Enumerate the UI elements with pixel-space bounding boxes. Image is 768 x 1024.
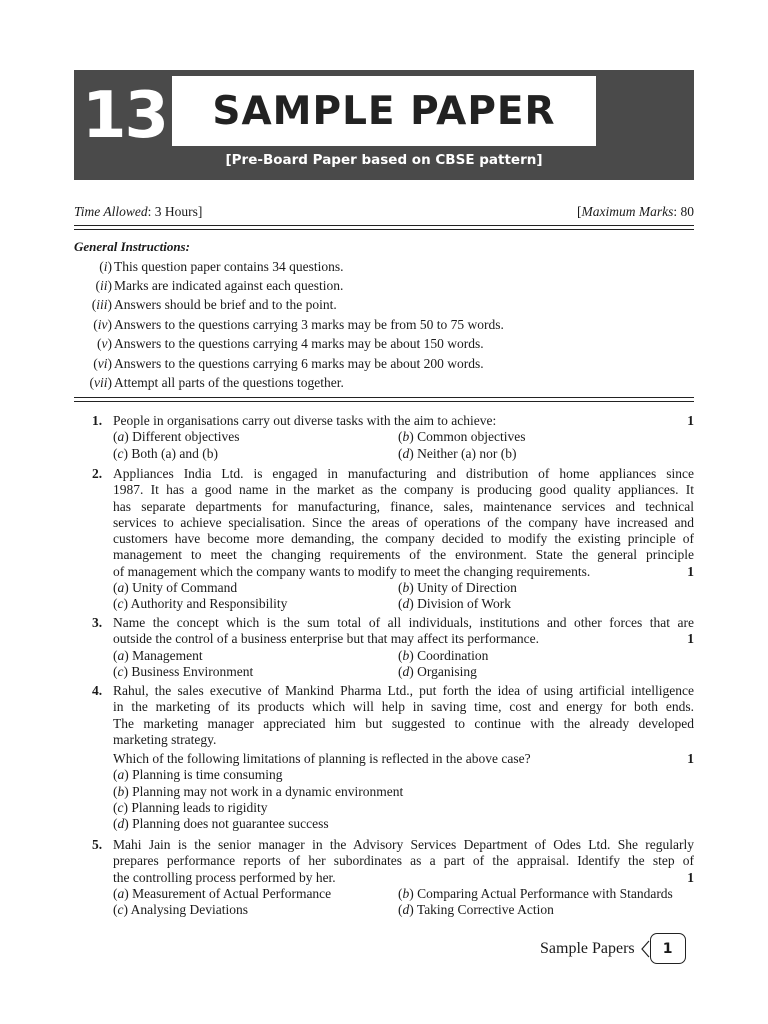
- max-marks: [577, 204, 694, 220]
- question-number: 3.: [92, 615, 103, 630]
- answer-option: (d) Organising: [398, 663, 477, 679]
- option-letter: b: [117, 783, 125, 799]
- option-letter: b: [402, 429, 410, 445]
- option-text: Different objectives: [132, 429, 240, 445]
- question-line: services to achieve specialisation. Since the areas of operations of the company have increased and: [113, 514, 694, 530]
- option-text: Authority and Responsibility: [130, 596, 288, 612]
- question: [74, 615, 694, 680]
- time-label: Time Allowed: [74, 204, 148, 219]
- title-box: [172, 76, 596, 146]
- meta-row: [74, 204, 694, 220]
- paper-number: 13: [82, 79, 168, 153]
- option-text: Unity of Command: [132, 580, 238, 596]
- option-text: Analysing Deviations: [130, 902, 249, 918]
- options-list: [113, 767, 694, 832]
- question-marks: 1: [687, 413, 694, 428]
- answer-option: (d) Planning does not guarantee success: [113, 816, 329, 832]
- question-line: customers have become more demanding, the company decided to modify the existing principle of: [113, 531, 694, 547]
- question-line: of management which the company wants to modify to meet the changing requirements.: [113, 563, 591, 579]
- question-body: [113, 683, 694, 767]
- option-letter: c: [117, 800, 124, 816]
- answer-option: (b) Coordination: [398, 647, 489, 663]
- option-letter: b: [402, 647, 410, 663]
- option-letter: d: [402, 445, 410, 461]
- footer-label: Sample Papers: [540, 939, 635, 957]
- option-text: Planning leads to rigidity: [131, 800, 268, 816]
- instruction-number: (iv): [93, 316, 112, 332]
- instruction-number: (i): [99, 258, 112, 274]
- instruction-text: Marks are indicated against each question.: [114, 278, 344, 294]
- instruction-item: [74, 354, 694, 373]
- question-line: Rahul, the sales executive of Mankind Pharma Ltd., put forth the idea of using artificial intelligence: [113, 683, 694, 698]
- question-body: [113, 466, 694, 580]
- option-text: Taking Corrective Action: [416, 902, 554, 918]
- answer-option: (c) Business Environment: [113, 663, 254, 679]
- question-line: the controlling process performed by her.: [113, 869, 336, 885]
- answer-option: (a) Different objectives: [113, 429, 240, 445]
- option-text: Business Environment: [131, 663, 254, 679]
- instruction-text: Answers to the questions carrying 3 marks may be from 50 to 75 words.: [114, 316, 504, 332]
- option-text: Measurement of Actual Performance: [132, 885, 332, 901]
- option-text: Planning is time consuming: [132, 767, 283, 783]
- option-letter: d: [402, 663, 410, 679]
- instruction-number: (vi): [93, 355, 112, 371]
- option-letter: c: [117, 663, 124, 679]
- instruction-number: (iii): [91, 297, 112, 313]
- page-footer: [540, 933, 686, 964]
- question-body: [113, 837, 694, 886]
- answer-option: (d) Neither (a) nor (b): [398, 445, 517, 461]
- paper-subtitle: [Pre-Board Paper based on CBSE pattern]: [225, 152, 543, 168]
- question-marks: 1: [687, 563, 694, 579]
- option-text: Division of Work: [417, 596, 512, 612]
- question: [74, 837, 694, 918]
- question-marks: 1: [687, 751, 694, 767]
- option-letter: b: [402, 885, 410, 901]
- question-line: outside the control of a business enterprise but that may affect its performance.: [113, 631, 539, 647]
- option-letter: d: [402, 596, 410, 612]
- answer-option: (b) Planning may not work in a dynamic environment: [113, 783, 404, 799]
- instruction-item: [74, 315, 694, 334]
- question-line: prepares performance reports of her subordinates as a part of the appraisal. Identify the step of: [113, 853, 694, 869]
- question-marks: 1: [687, 631, 694, 647]
- chevron-left-icon: [640, 939, 650, 959]
- page-number: 1: [650, 933, 686, 964]
- option-text: Organising: [417, 663, 477, 679]
- answer-option: (d) Division of Work: [398, 596, 512, 612]
- instruction-text: Attempt all parts of the questions together.: [114, 375, 344, 391]
- answer-option: (b) Unity of Direction: [398, 580, 517, 596]
- option-letter: a: [117, 767, 125, 783]
- answer-option: (c) Both (a) and (b): [113, 445, 218, 461]
- instruction-text: Answers to the questions carrying 4 marks may be about 150 words.: [114, 336, 484, 352]
- instruction-item: [74, 373, 694, 392]
- marks-prefix: [: [577, 204, 582, 219]
- instruction-number: (ii): [95, 278, 112, 294]
- instruction-number: (v): [97, 336, 112, 352]
- marks-value: : 80: [673, 204, 694, 219]
- question-line: People in organisations carry out diverse tasks with the aim to achieve:: [113, 413, 497, 428]
- question-marks: 1: [687, 869, 694, 885]
- instruction-text: Answers to the questions carrying 6 marks may be about 200 words.: [114, 355, 484, 371]
- option-text: Common objectives: [417, 429, 526, 445]
- option-letter: d: [117, 816, 125, 832]
- question-number: 2.: [92, 466, 103, 481]
- question: [74, 466, 694, 613]
- time-allowed: [74, 204, 202, 220]
- question-line: The marketing manager appreciated him but suggested to continue with the already developed: [113, 715, 694, 731]
- instruction-text: Answers should be brief and to the point.: [114, 297, 337, 313]
- option-letter: c: [117, 902, 124, 918]
- paper-title: SAMPLE PAPER: [212, 88, 556, 134]
- instruction-number: (vii): [89, 375, 112, 391]
- instruction-item: [74, 296, 694, 315]
- question-line: has separate departments for manufacturing, finance, sales, maintenance services and technical: [113, 498, 694, 514]
- question-line: 1987. It has a good name in the market as the company is producing good quality appliances. It: [113, 482, 694, 498]
- question-line: Appliances India Ltd. is engaged in manufacturing and distribution of home appliances since: [113, 466, 694, 481]
- option-text: Management: [132, 647, 203, 663]
- answer-option: (c) Analysing Deviations: [113, 902, 249, 918]
- divider-bottom: [74, 397, 694, 402]
- answer-option: (b) Common objectives: [398, 429, 526, 445]
- answer-option: (d) Taking Corrective Action: [398, 902, 554, 918]
- option-letter: c: [117, 596, 124, 612]
- answer-option: (c) Planning leads to rigidity: [113, 800, 268, 816]
- option-letter: b: [402, 580, 410, 596]
- option-text: Comparing Actual Performance with Standards: [417, 885, 673, 901]
- question-line: in the marketing of its products which will help in saving time, cost and energy for both ends.: [113, 699, 694, 715]
- question-line: management to meet the changing requirements of the environment. State the general principle: [113, 547, 694, 563]
- question-line: Name the concept which is the sum total of all individuals, institutions and other forces that are: [113, 615, 694, 630]
- instruction-text: This question paper contains 34 questions.: [114, 258, 344, 274]
- answer-option: (a) Planning is time consuming: [113, 767, 283, 783]
- instructions-list: [74, 257, 694, 393]
- answer-option: (b) Comparing Actual Performance with Standards: [398, 885, 673, 901]
- option-letter: a: [117, 580, 125, 596]
- option-text: Planning does not guarantee success: [132, 816, 329, 832]
- marks-label: Maximum Marks: [581, 204, 674, 219]
- question-number: 5.: [92, 837, 103, 852]
- answer-option: (a) Measurement of Actual Performance: [113, 885, 332, 901]
- answer-option: (a) Management: [113, 647, 203, 663]
- options-grid: [113, 580, 694, 613]
- option-text: Coordination: [417, 647, 489, 663]
- question-body: [113, 413, 694, 429]
- question-line: Mahi Jain is the senior manager in the Advisory Services Department of Odes Ltd. She regularly: [113, 837, 694, 852]
- instruction-item: [74, 257, 694, 276]
- options-grid: [113, 648, 694, 681]
- answer-option: (a) Unity of Command: [113, 580, 238, 596]
- question-number: 4.: [92, 683, 103, 698]
- option-letter: c: [117, 445, 124, 461]
- options-grid: [113, 429, 694, 462]
- option-letter: a: [117, 885, 125, 901]
- option-text: Both (a) and (b): [131, 445, 218, 461]
- question: [74, 683, 694, 833]
- option-text: Unity of Direction: [417, 580, 517, 596]
- sub-question: Which of the following limitations of planning is reflected in the above case?: [113, 751, 531, 767]
- question-body: [113, 615, 694, 648]
- divider-top: [74, 225, 694, 230]
- instruction-item: [74, 335, 694, 354]
- question: [74, 413, 694, 462]
- question-line: marketing strategy.: [113, 731, 217, 747]
- options-grid: [113, 886, 694, 919]
- question-number: 1.: [92, 413, 103, 428]
- instructions-title: General Instructions:: [74, 239, 190, 254]
- option-letter: a: [117, 647, 125, 663]
- time-value: : 3 Hours]: [147, 204, 203, 219]
- option-text: Planning may not work in a dynamic environment: [132, 783, 404, 799]
- option-text: Neither (a) nor (b): [417, 445, 517, 461]
- option-letter: a: [117, 429, 125, 445]
- answer-option: (c) Authority and Responsibility: [113, 596, 288, 612]
- instruction-item: [74, 276, 694, 295]
- option-letter: d: [402, 902, 410, 918]
